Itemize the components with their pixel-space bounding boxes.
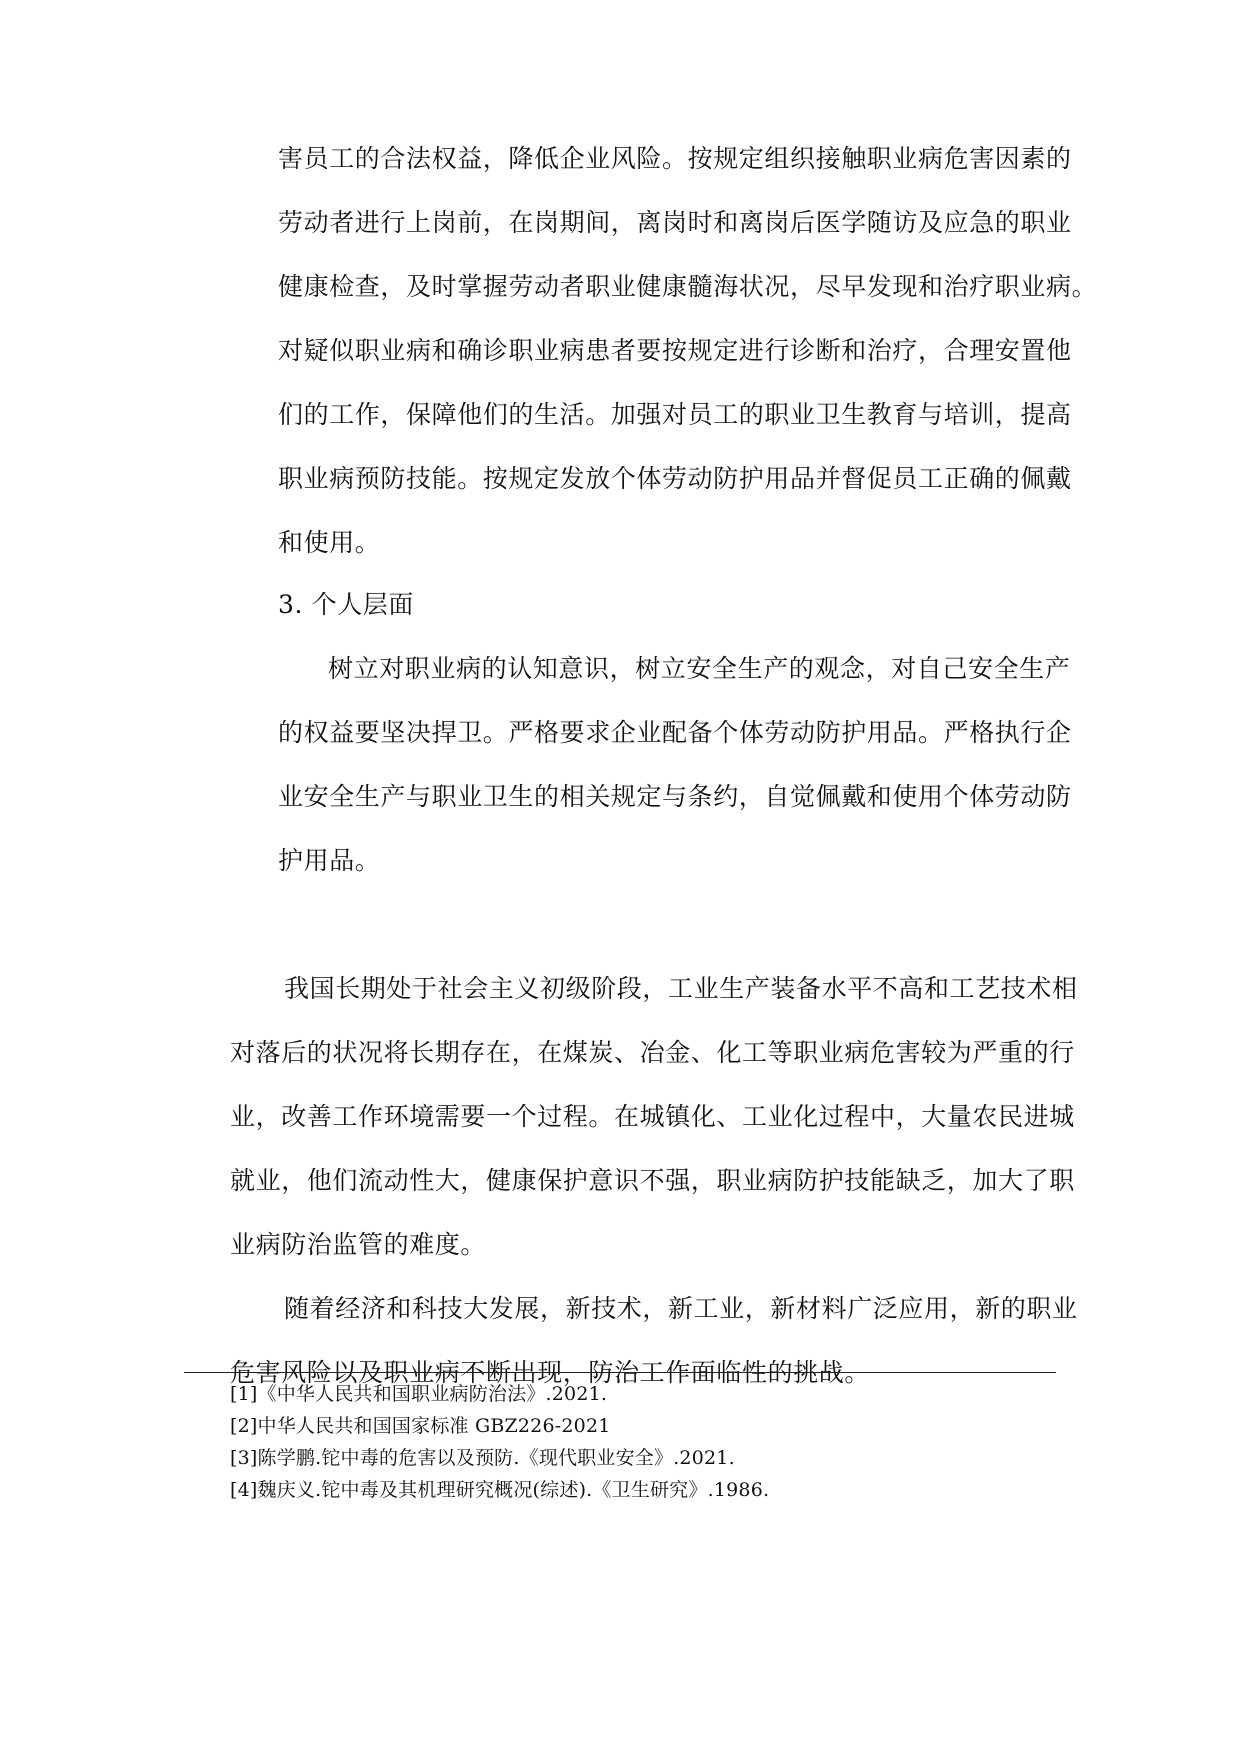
body-line: 对落后的状况将长期存在，在煤炭、冶金、化工等职业病危害较为严重的行 — [230, 1038, 1075, 1067]
body-line: 业病防治监管的难度。 — [230, 1230, 487, 1259]
footnote: [4]魏庆义.铊中毒及其机理研究概况(综述).《卫生研究》.1986. — [230, 1479, 770, 1501]
body-line: 护用品。 — [278, 846, 381, 875]
body-line: 业安全生产与职业卫生的相关规定与条约，自觉佩戴和使用个体劳动防 — [278, 782, 1072, 811]
footnote: [2]中华人民共和国国家标准 GBZ226-2021 — [230, 1415, 611, 1437]
body-line: 害员工的合法权益，降低企业风险。按规定组织接触职业病危害因素的 — [278, 144, 1072, 173]
body-line: 对疑似职业病和确诊职业病患者要按规定进行诊断和治疗，合理安置他 — [278, 336, 1072, 365]
body-line: 随着经济和科技大发展，新技术，新工业，新材料广泛应用，新的职业 — [284, 1294, 1078, 1323]
body-line: 危害风险以及职业病不断出现，防治工作面临性的挑战。 — [230, 1358, 871, 1387]
body-line: 我国长期处于社会主义初级阶段，工业生产装备水平不高和工艺技术相 — [284, 974, 1078, 1003]
body-line: 就业，他们流动性大，健康保护意识不强，职业病防护技能缺乏，加大了职 — [230, 1166, 1075, 1195]
body-line: 树立对职业病的认知意识，树立安全生产的观念，对自己安全生产 — [328, 654, 1071, 683]
footnote: [3]陈学鹏.铊中毒的危害以及预防.《现代职业安全》.2021. — [230, 1447, 735, 1469]
body-line: 们的工作，保障他们的生活。加强对员工的职业卫生教育与培训，提高 — [278, 400, 1072, 429]
body-line: 劳动者进行上岗前，在岗期间，离岗时和离岗后医学随访及应急的职业 — [278, 208, 1072, 237]
body-line: 职业病预防技能。按规定发放个体劳动防护用品并督促员工正确的佩戴 — [278, 464, 1072, 493]
body-line: 业，改善工作环境需要一个过程。在城镇化、工业化过程中，大量农民进城 — [230, 1102, 1075, 1131]
body-line: 健康检查，及时掌握劳动者职业健康髓海状况，尽早发现和治疗职业病。 — [278, 272, 1098, 301]
footnote-separator — [184, 1372, 1056, 1373]
section-heading: 3. 个人层面 — [278, 590, 414, 619]
footnote: [1]《中华人民共和国职业病防治法》.2021. — [230, 1383, 608, 1405]
body-line: 和使用。 — [278, 528, 381, 557]
body-line: 的权益要坚决捍卫。严格要求企业配备个体劳动防护用品。严格执行企 — [278, 718, 1072, 747]
